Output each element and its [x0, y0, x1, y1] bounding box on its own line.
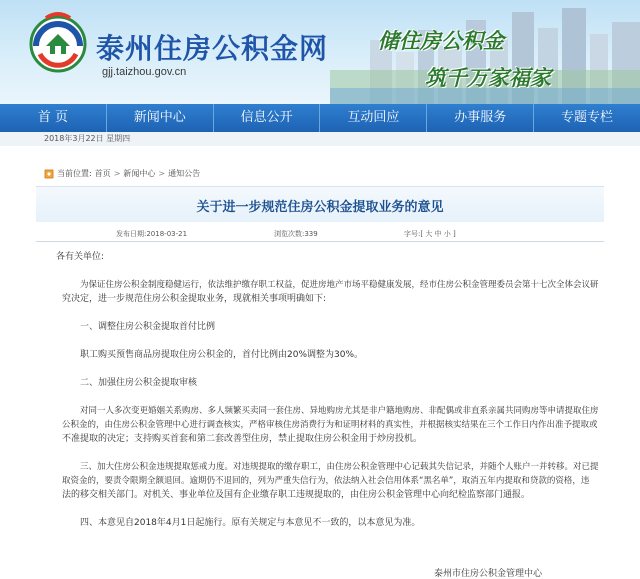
article-container [36, 146, 604, 579]
current-date: 2018年3月22日 星期四 [0, 132, 640, 146]
paragraph: 公积金的，由住房公积金管理中心进行调查核实，严格审核住房消费行为和证明材料的真实性，并根据核实结果在三个工作日内作出准予提取或 [62, 420, 598, 430]
section-heading: 二、加强住房公积金提取审核 [80, 378, 198, 388]
nav-services[interactable]: 办事服务 [427, 104, 534, 132]
paragraph: 究决定，进一步规范住房公积金提取业务，现就相关事项明确如下: [62, 294, 327, 304]
signature: 泰州市住房公积金管理中心 [434, 569, 543, 579]
breadcrumb-home[interactable]: 首页 [94, 169, 111, 178]
paragraph: 法的移交相关部门。对机关、事业单位及国有企业缴存职工违规提取的，由住房公积金管理中心向纪检监察部门通报。 [62, 490, 531, 500]
article-meta [36, 226, 604, 242]
site-header [0, 0, 640, 104]
publish-date: 发布日期:2018-03-21 [116, 230, 188, 238]
paragraph: 职工购买预售商品房提取住房公积金的，首付比例由20%调整为30%。 [80, 350, 364, 360]
section-heading: 一、调整住房公积金提取首付比例 [80, 322, 216, 332]
housing-fund-logo-icon[interactable] [26, 10, 90, 74]
breadcrumb-label: 当前位置: [57, 169, 92, 178]
breadcrumb-separator-icon: > [113, 169, 121, 178]
paragraph: 为保证住房公积金制度稳健运行，依法维护缴存职工权益，促进房地产市场平稳健康发展，经市住房公积金管理委员会第十七次全体会议研 [80, 280, 599, 290]
site-title[interactable]: 泰州住房公积金网 [96, 32, 329, 65]
paragraph: 取资金的，要责令限期全额退回。逾期仍不退回的，列为严重失信行为，依法纳入社会信用体系“黑名单”，取消五年内提取和贷款的资格，违 [62, 476, 590, 486]
breadcrumb-separator-icon: > [158, 169, 166, 178]
article-title: 关于进一步规范住房公积金提取业务的意见 [196, 200, 444, 215]
font-size-control[interactable]: 字号:[ 大 中 小 ] [404, 230, 456, 238]
paragraph: 对同一人多次变更婚姻关系购房、多人频繁买卖同一套住房、异地购房尤其是非户籍地购房、非配偶或非直系亲属共同购房等申请提取住房 [80, 406, 599, 416]
nav-info-disclosure[interactable]: 信息公开 [214, 104, 321, 132]
breadcrumb-notices[interactable]: 通知公告 [168, 169, 201, 178]
nav-home[interactable]: 首 页 [0, 104, 107, 132]
paragraph: 不准提取的决定；支持购买首套和第二套改善型住房，禁止提取住房公积金用于炒房投机。 [62, 434, 423, 444]
nav-special-topics[interactable]: 专题专栏 [561, 110, 614, 125]
paragraph: 四、本意见自2018年4月1日起施行。原有关规定与本意见不一致的，以本意见为准。 [80, 518, 421, 528]
view-count: 浏览次数:339 [274, 230, 318, 238]
breadcrumb-news-center[interactable]: 新闻中心 [123, 169, 156, 178]
slogan-line-1: 储住房公积金 [378, 29, 504, 53]
nav-interaction[interactable]: 互动回应 [320, 104, 427, 132]
location-icon [44, 169, 54, 179]
breadcrumb [44, 168, 200, 179]
site-url: gjj.taizhou.gov.cn [102, 66, 187, 78]
salutation: 各有关单位: [56, 252, 105, 262]
nav-news-center[interactable]: 新闻中心 [107, 104, 214, 132]
paragraph: 三、加大住房公积金违规提取惩戒力度。对违规提取的缴存职工，由住房公积金管理中心记载其失信记录，并随个人账户一并转移。对已提 [80, 462, 599, 472]
slogan-line-2: 筑千万家福家 [425, 66, 551, 90]
main-nav [0, 104, 640, 132]
